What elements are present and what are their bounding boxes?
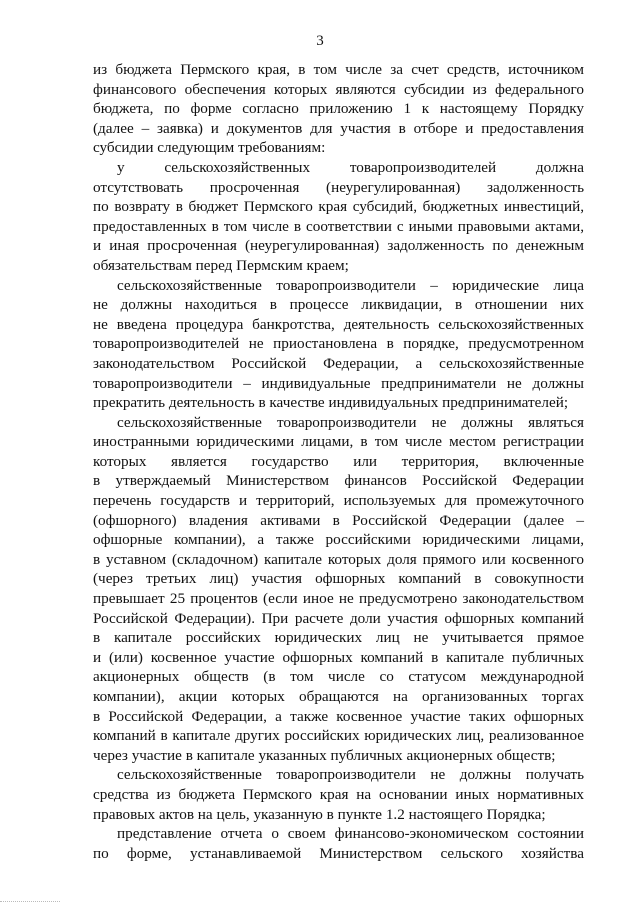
text-line: в Российской Федерации, а также косвенное участие таких офшорных: [93, 707, 584, 725]
text-line: и (или) косвенное участие офшорных компаний в капитале публичных: [93, 648, 584, 666]
text-line: из бюджета Пермского края, в том числе за счет средств, источником: [93, 61, 584, 78]
text-line: Российской Федерации). При расчете доли участия офшорных компаний: [93, 609, 584, 627]
text-line: по возврату в бюджет Пермского края субсидий, бюджетных инвестиций,: [93, 198, 584, 216]
text-line: обязательствам перед Пермским краем;: [93, 256, 349, 274]
scan-edge-artifact: [0, 899, 60, 902]
text-line: компаний в капитале других российских юридических лиц, реализованное: [93, 727, 584, 745]
text-line: отсутствовать просроченная (неурегулированная) задолженность: [93, 178, 584, 196]
text-line: представление отчета о своем финансово-экономическом состоянии: [117, 825, 584, 843]
text-line: превышает 25 процентов (если иное не предусмотрено законодательством: [93, 590, 584, 608]
text-line: иностранными юридическими лицами, в том числе местом регистрации: [93, 433, 584, 451]
text-line: офшорные компании), а также российскими юридическими лицами,: [93, 531, 584, 549]
text-line: предоставленных в том числе в соответствии с иными правовыми актами,: [93, 217, 584, 235]
text-line: по форме, устанавливаемой Министерством сельского хозяйства: [93, 844, 584, 862]
text-line: субсидии следующим требованиям:: [93, 139, 326, 157]
text-line: у сельскохозяйственных товаропроизводителей должна: [117, 158, 584, 176]
text-line: в капитале российских юридических лиц не учитывается прямое: [93, 629, 584, 647]
text-line: сельскохозяйственные товаропроизводители – юридические лица: [117, 276, 584, 294]
text-line: сельскохозяйственные товаропроизводители не должны получать: [117, 766, 584, 784]
text-line: сельскохозяйственные товаропроизводители не должны являться: [117, 413, 584, 431]
text-line: прекратить деятельность в качестве индивидуальных предпринимателей;: [93, 394, 569, 412]
document-body: [93, 60, 584, 863]
text-line: не введена процедура банкротства, деятельность сельскохозяйственных: [93, 315, 584, 333]
text-line: через участие в капитале указанных публичных акционерных обществ;: [93, 746, 556, 764]
text-line: перечень государств и территорий, используемых для промежуточного: [93, 492, 584, 510]
text-line: компании), акции которых обращаются на организованных торгах: [93, 688, 584, 705]
text-line: (через третьих лиц) участия офшорных компаний в совокупности: [93, 570, 584, 588]
text-line: и иная просроченная (неурегулированная) задолженность по денежным: [93, 237, 584, 255]
text-line: законодательством Российской Федерации, а сельскохозяйственные: [93, 354, 584, 372]
text-line: которых является государство или территория, включенные: [93, 452, 584, 470]
text-line: товаропроизводителей не приостановлена в порядке, предусмотренном: [93, 335, 584, 353]
text-line: в утверждаемый Министерством финансов Российской Федерации: [93, 472, 584, 490]
text-line: финансового обеспечения которых являются субсидии из федерального: [93, 80, 584, 98]
text-line: товаропроизводители – индивидуальные предприниматели не должны: [93, 374, 584, 392]
text-line: не должны находиться в процессе ликвидации, в отношении них: [93, 296, 584, 314]
text-line: в уставном (складочном) капитале которых доля прямого или косвенного: [93, 550, 584, 568]
text-line: средства из бюджета Пермского края на основании иных нормативных: [93, 785, 584, 803]
text-line: акционерных обществ (в том числе со статусом международной: [93, 668, 584, 686]
text-line: правовых актов на цель, указанную в пункте 1.2 настоящего Порядка;: [93, 805, 546, 823]
text-line: (далее – заявка) и документов для участия в отборе и предоставления: [93, 119, 584, 137]
page-number: 3: [316, 33, 324, 49]
text-line: бюджета, по форме согласно приложению 1 к настоящему Порядку: [93, 100, 584, 118]
text-line: (офшорного) владения активами в Российской Федерации (далее –: [93, 511, 584, 529]
